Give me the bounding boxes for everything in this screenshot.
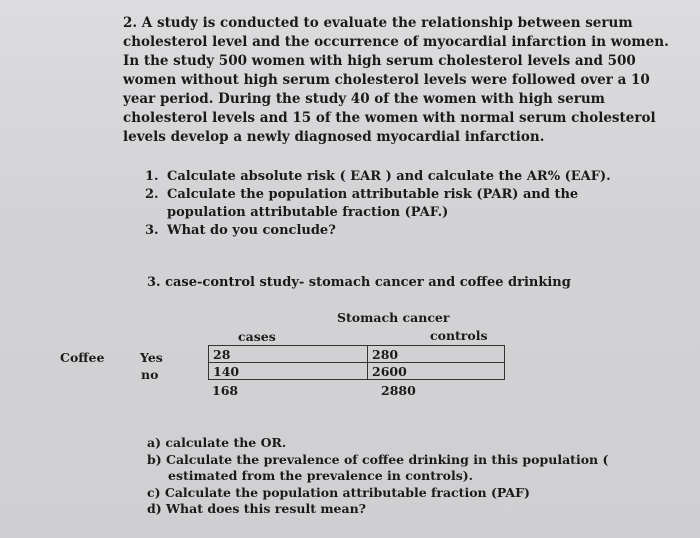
question-item [145, 168, 665, 186]
cell-no-cases: 140 [209, 363, 368, 380]
row-label-no: no [141, 367, 159, 382]
table-title: Stomach cancer [337, 310, 450, 325]
total-controls: 2880 [381, 383, 416, 398]
question-d: d) What does this result mean? [147, 501, 367, 516]
question-b-continued: estimated from the prevalence in controls). [168, 468, 474, 483]
problem-2-line: cholesterol levels and 15 of the women with normal serum cholesterol [123, 110, 656, 126]
question-text: What do you conclude? [167, 223, 336, 238]
question-b: b) Calculate the prevalence of coffee drinking in this population ( [147, 451, 609, 467]
row-group-label: Coffee [60, 350, 105, 365]
column-header-cases: cases [238, 329, 276, 344]
column-header-controls: controls [430, 328, 488, 343]
contingency-table [208, 345, 505, 380]
question-text: population attributable fraction (PAF.) [167, 205, 449, 220]
problem-3-questions [147, 435, 608, 518]
table-row [209, 346, 505, 363]
problem-2-line: In the study 500 women with high serum cholesterol levels and 500 [123, 53, 636, 69]
table-row [209, 363, 505, 380]
cell-yes-cases: 28 [209, 346, 368, 363]
question-c: c) Calculate the population attributable fraction (PAF) [147, 484, 530, 500]
question-a: a) calculate the OR. [147, 435, 287, 450]
total-cases: 168 [212, 383, 239, 398]
question-item [145, 222, 665, 240]
question-item [145, 186, 665, 204]
problem-2-line: 2. A study is conducted to evaluate the relationship between serum [123, 15, 633, 31]
problem-2-paragraph [123, 14, 669, 147]
problem-3-heading: 3. case-control study- stomach cancer and coffee drinking [147, 275, 571, 290]
question-number: 3. [145, 223, 159, 238]
question-item [145, 204, 665, 222]
problem-2-questions [145, 168, 665, 240]
problem-2-line: year period. During the study 40 of the women with high serum [123, 91, 605, 107]
question-number: 1. [145, 169, 159, 184]
cell-no-controls: 2600 [368, 363, 505, 380]
problem-2-line: cholesterol level and the occurrence of myocardial infarction in women. [123, 34, 669, 50]
question-text: Calculate absolute risk ( EAR ) and calculate the AR% (EAF). [167, 169, 611, 184]
problem-2-line: levels develop a newly diagnosed myocardial infarction. [123, 129, 545, 145]
question-number: 2. [145, 187, 159, 202]
cell-yes-controls: 280 [368, 346, 505, 363]
row-label-yes: Yes [140, 350, 163, 365]
problem-2-line: women without high serum cholesterol levels were followed over a 10 [123, 72, 650, 88]
question-text: Calculate the population attributable risk (PAR) and the [167, 187, 579, 202]
